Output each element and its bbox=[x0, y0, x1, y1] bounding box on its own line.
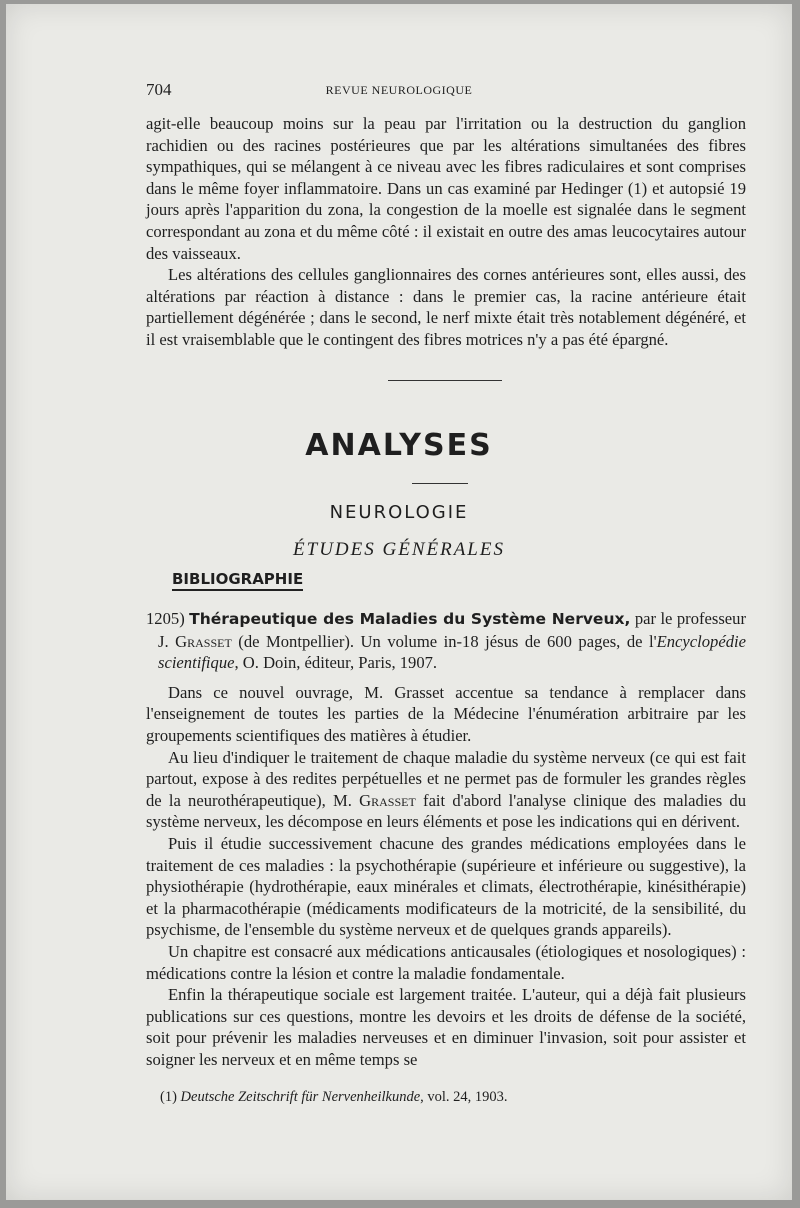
page-number: 704 bbox=[146, 80, 172, 99]
section-title: ANALYSES bbox=[305, 428, 493, 463]
entry-header bbox=[146, 608, 746, 674]
title-underline bbox=[412, 483, 468, 484]
subsection-title: ÉTUDES GÉNÉRALES bbox=[293, 539, 505, 560]
paragraph: Dans ce nouvel ouvrage, M. Grasset accentue sa tendance à remplacer dans l'enseignement de toutes les parties de la Médecine l'énumération arbitraire par les groupements scientifiques des matières à étudier. bbox=[146, 682, 746, 745]
continued-article-text bbox=[146, 113, 746, 351]
journal-title: REVUE NEUROLOGIQUE bbox=[325, 83, 473, 97]
entry-title: Thérapeutique des Maladies du Système Nerveux, bbox=[189, 610, 631, 628]
entry-number: 1205) bbox=[146, 609, 185, 628]
review-entry bbox=[146, 608, 746, 1070]
byline-text: (de Montpellier). Un volume in-18 jésus de 600 pages, de l' bbox=[231, 631, 657, 651]
byline-text: par le professeur J. bbox=[158, 609, 746, 651]
text-run: Au lieu d'indiquer le traitement de chaque maladie du système nerveux (ce qui est fait partout, expose à des redites perpétuelles et ne permet pas de formuler les grandes règles de la neurothérapeutique), M. bbox=[146, 747, 746, 810]
footnote-source: Deutsche Zeitschrift für Nervenheilkunde bbox=[180, 1089, 421, 1105]
byline-text: , O. Doin, éditeur, Paris, 1907. bbox=[234, 653, 438, 673]
section-subtitle: NEUROLOGIE bbox=[329, 502, 469, 523]
footnote-marker: (1) bbox=[160, 1089, 181, 1105]
author-name: Grasset bbox=[359, 790, 416, 810]
paragraph: agit-elle beaucoup moins sur la peau par l'irritation ou la destruction du ganglion rachidien ou des racines postérieures que par les altérations simultanées des fibres sympathiques, qui se mélangent à ce niveau avec les fibres radiculaires et sont comprises dans le même foyer inflammatoire. Dans un cas examiné par Hedinger (1) et autopsié 19 jours après l'apparition du zona, la congestion de la moelle est signalée dans le segment correspondant au zona et du même côté : il existait en outre des amas leucocytaires autour des vaisseaux. bbox=[146, 114, 746, 263]
footnote-text: , vol. 24, 1903. bbox=[420, 1089, 508, 1105]
category-heading: BIBLIOGRAPHIE bbox=[172, 570, 303, 591]
paragraph: Un chapitre est consacré aux médications anticausales (étiologiques et nosologiques) : médications contre la lésion et contre la maladie fondamentale. bbox=[146, 941, 746, 983]
paragraph: Puis il étudie successivement chacune des grandes médications employées dans le traitement de ces maladies : la psychothérapie (supérieure et inférieure ou suggestive), la physiothérapie (hydrothérapie, eaux minérales et climats, électrothérapie, kinésithérapie) et la pharmacothérapie (médicaments modificateurs de la motricité, de la sensibilité, du psychisme, de l'ensemble du système nerveux et de quelques grands appareils). bbox=[146, 833, 746, 940]
section-divider bbox=[388, 380, 502, 381]
footnote bbox=[160, 1089, 508, 1106]
paragraph: Enfin la thérapeutique sociale est largement traitée. L'auteur, qui a déjà fait plusieurs publications sur ces questions, montre les devoirs et les droits de défense de la société, soit pour prévenir les maladies nerveuses et en diminuer l'invasion, soit pour assister et soigner les nerveux et en même temps se bbox=[146, 985, 746, 1069]
paragraph: Les altérations des cellules ganglionnaires des cornes antérieures sont, elles aussi, des altérations par réaction à distance : dans le premier cas, la racine antérieure était partiellement dégénérée ; dans le second, le nerf mixte était très notablement dégénéré, et il est vraisemblable que le contingent des fibres motrices n'y a pas été épargné. bbox=[146, 265, 746, 349]
series-name: Encyclopédie scientifique bbox=[158, 631, 746, 673]
scanned-page bbox=[6, 4, 792, 1200]
paragraph bbox=[146, 747, 746, 833]
author-name: Grasset bbox=[175, 631, 232, 651]
running-header bbox=[6, 80, 792, 104]
text-run: fait d'abord l'analyse clinique des maladies du système nerveux, les décompose en leurs éléments et pose les indications qui en dérivent. bbox=[146, 790, 746, 832]
